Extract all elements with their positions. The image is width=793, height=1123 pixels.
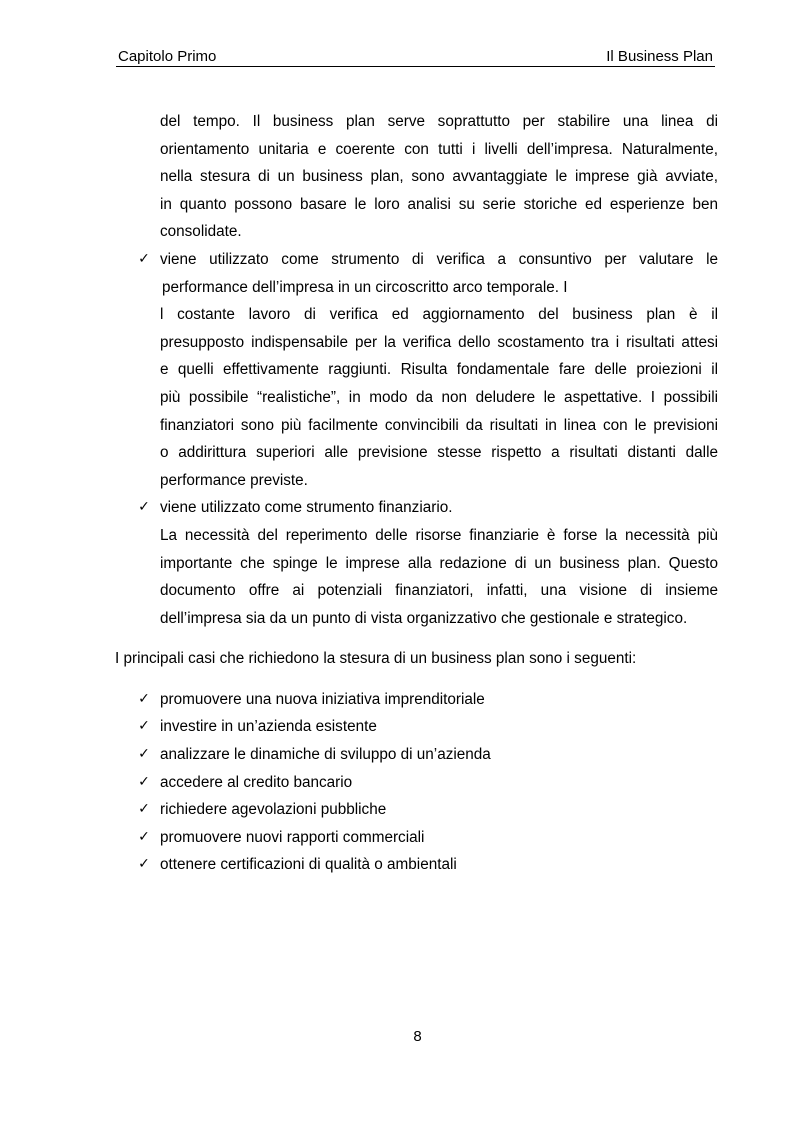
checkmark-icon: ✓: [138, 856, 150, 873]
checkmark-icon: ✓: [138, 499, 150, 516]
bullet-text: viene utilizzato come strumento di verifica a consuntivo per valutare le: [160, 250, 718, 268]
checkmark-icon: ✓: [138, 718, 150, 735]
chapter-title: Capitolo Primo: [118, 48, 217, 65]
text-line: del tempo. Il business plan serve soprattutto per stabilire una linea di: [160, 113, 718, 130]
text-line: o addirittura superiori alle previsione stesse rispetto a risultati distanti dalle: [160, 444, 718, 462]
running-header: [116, 48, 715, 67]
text-line: La necessità del reperimento delle risorse finanziarie è forse la necessità più: [160, 526, 718, 544]
checkmark-icon: ✓: [138, 773, 150, 790]
text-line: documento offre ai potenziali finanziatori, infatti, una visione di insieme: [160, 582, 718, 600]
text-line: finanziatori sono più facilmente convincibili da risultati in linea con le previsioni: [160, 416, 718, 434]
text-line: presupposto indispensabile per la verifica dello scostamento tra i risultati attesi: [160, 333, 718, 351]
text-line: nella stesura di un business plan, sono avvantaggiate le imprese già avviate,: [160, 168, 718, 186]
list-item: [138, 686, 718, 714]
text-line: in quanto possono basare le loro analisi su serie storiche ed esperienze ben: [160, 195, 718, 213]
text-line: più possibile “realistiche”, in modo da non deludere le aspettative. I possibili: [160, 388, 718, 406]
list-item: [138, 713, 718, 741]
text-line: orientamento unitaria e coerente con tutti i livelli dell’impresa. Naturalmente,: [160, 140, 718, 158]
bullet-item: [138, 494, 718, 522]
checkmark-icon: ✓: [138, 690, 150, 707]
list-item-text: promuovere una nuova iniziativa imprenditoriale: [160, 690, 485, 708]
text-line: l costante lavoro di verifica ed aggiornamento del business plan è il: [160, 306, 718, 324]
text-line: dell’impresa sia da un punto di vista organizzativo che gestionale e strategico.: [160, 609, 688, 627]
list-item-text: richiedere agevolazioni pubbliche: [160, 801, 387, 819]
section-title: Il Business Plan: [606, 48, 713, 65]
cases-intro: I principali casi che richiedono la stesura di un business plan sono i seguenti:: [115, 650, 637, 668]
list-item-text: investire in un’azienda esistente: [160, 718, 377, 736]
checkmark-icon: ✓: [138, 801, 150, 818]
checkmark-icon: ✓: [138, 746, 150, 763]
page-number: 8: [413, 1028, 422, 1045]
cases-list: [0, 686, 793, 879]
list-item-text: promuovere nuovi rapporti commerciali: [160, 828, 425, 846]
list-item: [138, 741, 718, 769]
checkmark-icon: ✓: [138, 828, 150, 845]
list-item: [138, 851, 718, 879]
list-item-text: ottenere certificazioni di qualità o ambientali: [160, 856, 457, 874]
text-line: importante che spinge le imprese alla redazione di un business plan. Questo: [160, 554, 718, 572]
list-item: [138, 796, 718, 824]
list-item: [138, 824, 718, 852]
list-item-text: analizzare le dinamiche di sviluppo di un’azienda: [160, 746, 491, 764]
text-line: performance dell’impresa in un circoscritto arco temporale. I: [162, 278, 568, 296]
text-line: consolidate.: [160, 223, 242, 241]
checkmark-icon: ✓: [138, 250, 150, 267]
page-body: [0, 108, 793, 879]
bullet-item: [138, 246, 718, 274]
list-item: [138, 769, 718, 797]
text-line: e quelli effettivamente raggiunti. Risulta fondamentale fare delle proiezioni il: [160, 361, 718, 379]
text-line: performance previste.: [160, 471, 308, 489]
list-item-text: accedere al credito bancario: [160, 773, 353, 791]
bullet-text: viene utilizzato come strumento finanziario.: [160, 499, 453, 517]
